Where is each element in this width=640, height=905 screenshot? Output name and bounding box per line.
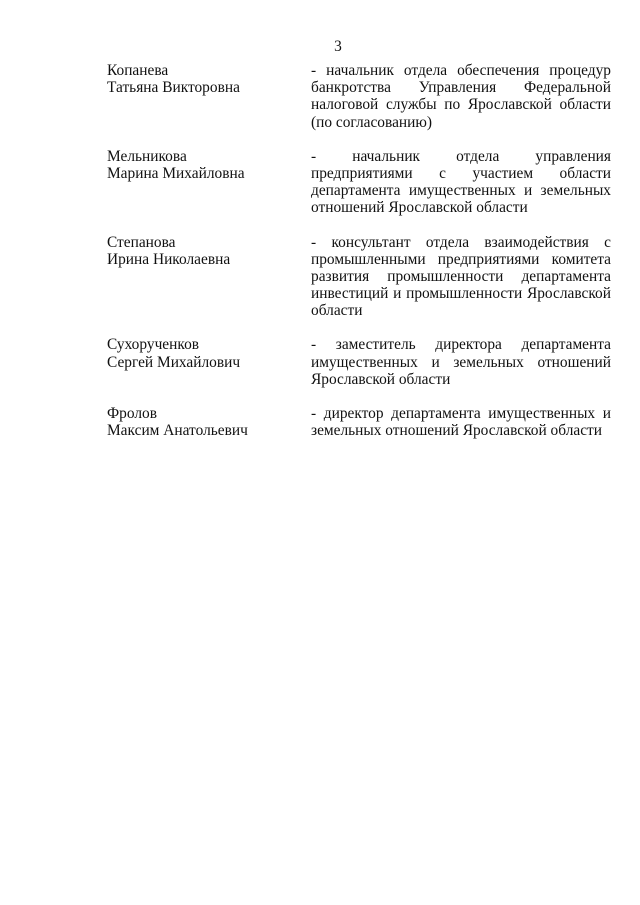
- member-given-names: Сергей Михайлович: [107, 353, 241, 371]
- position-line: промышленными предприятиями комитета: [311, 250, 611, 268]
- member-given-names: Марина Михайловна: [107, 164, 245, 182]
- member-surname: Фролов: [107, 405, 157, 422]
- member-surname: Копанева: [107, 62, 169, 79]
- position-line: имущественных и земельных отношений: [311, 353, 611, 371]
- position-line: области: [311, 302, 363, 320]
- member-entry-melnikova: [107, 148, 611, 217]
- member-position: [311, 405, 611, 439]
- member-name: [107, 148, 311, 182]
- member-given-names: Татьяна Викторовна: [107, 79, 240, 97]
- position-line: - начальник отдела управления: [311, 147, 611, 165]
- member-surname: Степанова: [107, 233, 176, 251]
- page-number: 3: [334, 38, 342, 55]
- member-entry-sukhoruchenkov: [107, 336, 611, 388]
- commission-member-list: [107, 62, 611, 439]
- member-given-names: Максим Анатольевич: [107, 422, 248, 440]
- position-line: Ярославской области: [311, 370, 451, 388]
- position-line: отношений Ярославской области: [311, 199, 528, 217]
- member-entry-kopaneva: [107, 62, 611, 131]
- member-surname: Мельникова: [107, 147, 187, 165]
- member-position: [311, 234, 611, 320]
- position-line: земельных отношений Ярославской области: [311, 422, 603, 440]
- member-given-names: Ирина Николаевна: [107, 250, 231, 268]
- member-position: [311, 336, 611, 388]
- position-line: развития промышленности департамента: [311, 267, 611, 285]
- position-line: банкротства Управления Федеральной: [311, 79, 611, 97]
- member-name: [107, 336, 311, 370]
- position-line: департамента имущественных и земельных: [311, 182, 611, 200]
- member-name: [107, 234, 311, 268]
- member-name: [107, 62, 311, 96]
- position-line: (по согласованию): [311, 113, 432, 131]
- member-entry-frolov: [107, 405, 611, 439]
- member-surname: Сухорученков: [107, 336, 200, 354]
- position-line: - начальник отдела обеспечения процедур: [311, 62, 611, 79]
- member-position: [311, 62, 611, 131]
- position-line: - консультант отдела взаимодействия с: [311, 233, 611, 251]
- position-line: инвестиций и промышленности Ярославской: [311, 285, 611, 303]
- member-position: [311, 148, 611, 217]
- position-line: - директор департамента имущественных и: [311, 405, 611, 422]
- position-line: налоговой службы по Ярославской области: [311, 96, 611, 114]
- position-line: предприятиями с участием области: [311, 164, 611, 182]
- member-entry-stepanova: [107, 234, 611, 320]
- member-name: [107, 405, 311, 439]
- position-line: - заместитель директора департамента: [311, 336, 611, 354]
